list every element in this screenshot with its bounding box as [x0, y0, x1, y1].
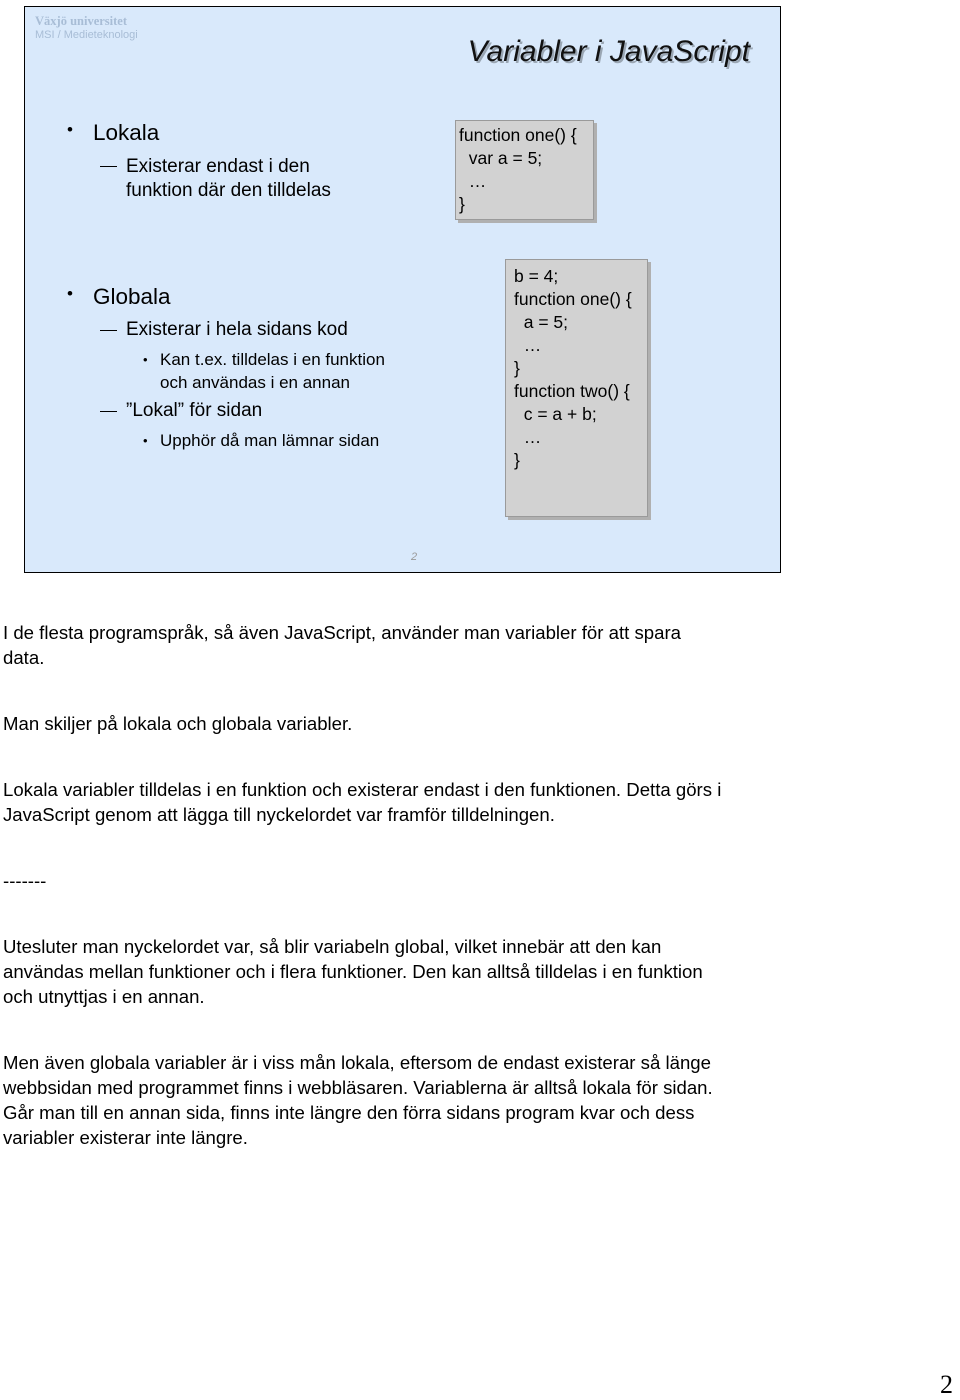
- note-line: och utnyttjas i en annan.: [3, 986, 205, 1007]
- note-line: JavaScript genom att lägga till nyckelordet var framför tilldelningen.: [3, 804, 555, 825]
- local-desc-line: funktion där den tilldelas: [126, 180, 331, 201]
- note-line: Man skiljer på lokala och globala variabler.: [3, 713, 353, 734]
- bullet-global-heading: • Globala: [93, 284, 171, 310]
- code-line: b = 4;: [514, 266, 559, 286]
- local-desc-line: Existerar endast i den: [126, 156, 310, 177]
- code-line: function one() {: [514, 289, 632, 309]
- local-code-box: [455, 120, 594, 220]
- note-line: Utesluter man nyckelordet var, så blir variabeln global, vilket innebär att den kan: [3, 936, 662, 957]
- global-code-box: [505, 259, 648, 517]
- global-detail-line: • Kan t.ex. tilldelas i en funktion: [160, 350, 385, 369]
- code-line: c = a + b;: [514, 404, 597, 424]
- note-line: Men även globala variabler är i viss mån lokala, eftersom de endast existerar så länge: [3, 1052, 711, 1073]
- institution-logo-text: Växjö universitet: [35, 14, 127, 28]
- bullet-local-heading: • Lokala: [93, 120, 159, 146]
- code-line: var a = 5;: [459, 148, 543, 168]
- note-paragraph: [3, 777, 843, 827]
- code-line: }: [514, 450, 520, 470]
- code-line: }: [459, 194, 465, 214]
- code-line: …: [514, 335, 542, 355]
- slide: [24, 6, 781, 573]
- code-line: function one() {: [459, 125, 577, 145]
- bullet-global-sub2-detail: • Upphör då man lämnar sidan: [160, 429, 379, 452]
- page-number: 2: [940, 1370, 953, 1399]
- note-line: data.: [3, 647, 45, 668]
- note-separator: [3, 868, 843, 893]
- slide-page-number: 2: [411, 551, 418, 563]
- code-line: }: [514, 358, 520, 378]
- note-line: variabler existerar inte längre.: [3, 1127, 248, 1148]
- code-line: …: [459, 171, 487, 191]
- note-paragraph: [3, 1050, 843, 1150]
- note-paragraph: [3, 711, 843, 736]
- bullet-global-sub1: Existerar i hela sidans kod: [126, 319, 348, 340]
- note-line: I de flesta programspråk, så även JavaScript, använder man variabler för att spara: [3, 622, 681, 643]
- note-line: Går man till en annan sida, finns inte längre den förra sidans program kvar och dess: [3, 1102, 695, 1123]
- slide-title: Variabler i JavaScript: [467, 35, 750, 68]
- bullet-global-sub1-detail: [160, 348, 385, 394]
- bullet-local-desc: [126, 155, 331, 203]
- note-line: Lokala variabler tilldelas i en funktion och existerar endast i den funktionen. Detta görs i: [3, 779, 722, 800]
- global-detail-line: och användas i en annan: [160, 373, 350, 392]
- bullet-global-sub2: ”Lokal” för sidan: [126, 400, 263, 421]
- code-line: function two() {: [514, 381, 630, 401]
- note-paragraph: [3, 934, 843, 1009]
- code-line: a = 5;: [514, 312, 568, 332]
- note-paragraph: [3, 620, 843, 670]
- code-line: …: [514, 427, 542, 447]
- note-line: användas mellan funktioner och i flera funktioner. Den kan alltså tilldelas i en funktion: [3, 961, 703, 982]
- department-label: MSI / Medieteknologi: [35, 29, 138, 41]
- note-line: -------: [3, 870, 47, 891]
- note-line: webbsidan med programmet finns i webbläsaren. Variablerna är alltså lokala för sidan.: [3, 1077, 713, 1098]
